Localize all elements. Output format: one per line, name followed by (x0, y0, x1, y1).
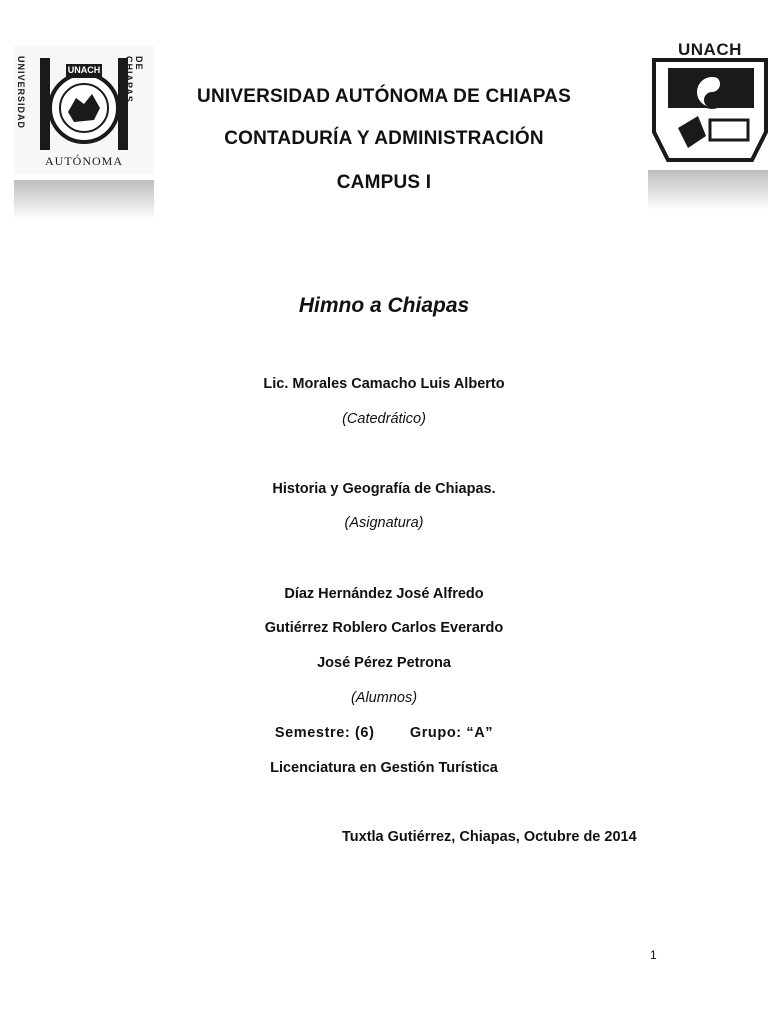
seal-right-lettering: DE CHIAPAS (124, 56, 144, 103)
document-title: Himno a Chiapas (298, 294, 470, 317)
group-value: “A” (466, 725, 494, 741)
shield-top-lettering: UNACH (678, 40, 742, 59)
semester-label: Semestre: (274, 725, 351, 741)
semester-value: (6) (355, 725, 375, 741)
course-role: (Asignatura) (344, 515, 424, 531)
professor-name: Lic. Morales Camacho Luis Alberto (263, 376, 505, 392)
seal-bottom-lettering: AUTÓNOMA (45, 154, 123, 168)
students-role: (Alumnos) (350, 690, 418, 706)
page-number: 1 (650, 948, 657, 962)
student-name: José Pérez Petrona (317, 655, 451, 671)
semester-group-line (0, 725, 768, 741)
student-name: Díaz Hernández José Alfredo (284, 586, 484, 602)
student-name: Gutiérrez Roblero Carlos Everardo (264, 620, 504, 636)
campus-name: CAMPUS I (336, 172, 432, 193)
place-date: Tuxtla Gutiérrez, Chiapas, Octubre de 2014 (342, 829, 637, 845)
degree-name: Licenciatura en Gestión Turística (270, 760, 498, 776)
group-label: Grupo: (409, 725, 462, 741)
faculty-name: CONTADURÍA Y ADMINISTRACIÓN (224, 128, 544, 149)
seal-left-lettering: UNIVERSIDAD (16, 56, 26, 130)
course-name: Historia y Geografía de Chiapas. (272, 481, 496, 497)
professor-role: (Catedrático) (342, 411, 426, 427)
university-name: UNIVERSIDAD AUTÓNOMA DE CHIAPAS (197, 86, 571, 107)
seal-center-lettering: UNACH (67, 65, 101, 75)
